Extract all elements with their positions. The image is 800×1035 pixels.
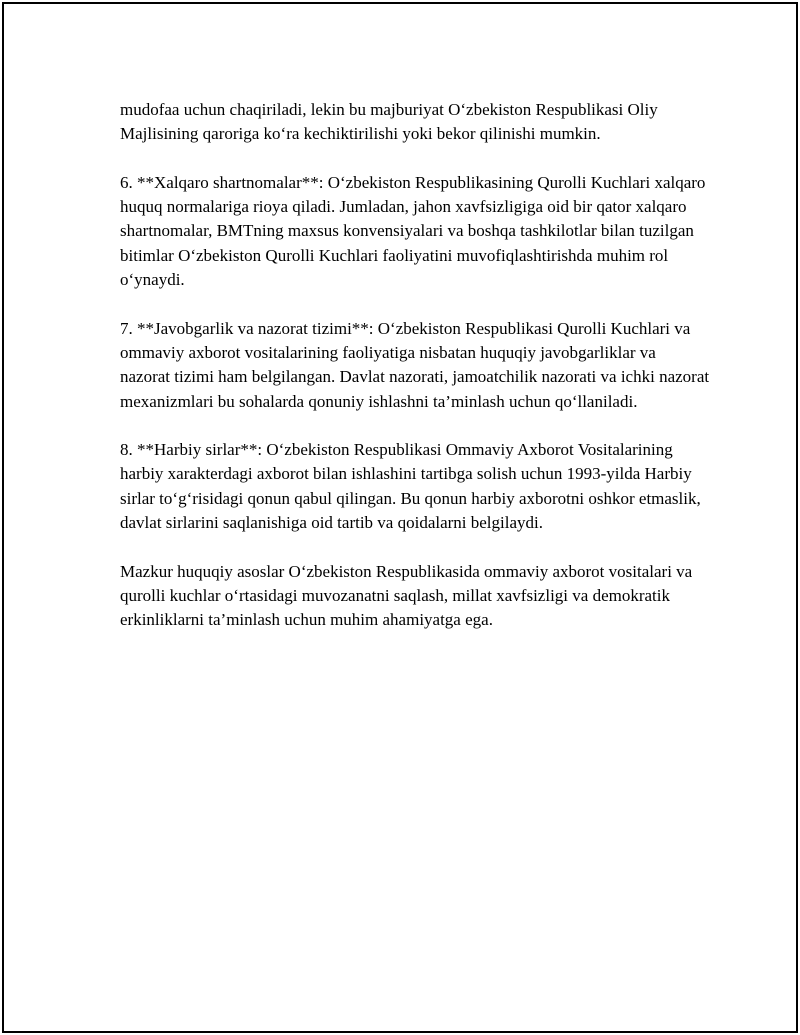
paragraph-conclusion: Mazkur huquqiy asoslar O‘zbekiston Respublikasida ommaviy axborot vositalari va qurolli kuchlar o‘rtasidagi muvozanatni saqlash, millat xavfsizligi va demokratik erkinliklarni ta’minlash uchun muhim ahamiyatga ega. (120, 561, 693, 630)
document-page (2, 2, 798, 1033)
paragraph-continuation: mudofaa uchun chaqiriladi, lekin bu majburiyat O‘zbekiston Respublikasi Oliy Majlisining qaroriga ko‘ra kechiktirilishi yoki bekor qilinishi mumkin. (120, 100, 658, 144)
paragraph-military-secrets: 8. **Harbiy sirlar**: O‘zbekiston Respublikasi Ommaviy Axborot Vositalarining harbiy xarakterdagi axborot bilan ishlashini tartibga solish uchun 1993-yilda Harbiy sirlar to‘g‘risidagi qonun qabul qilingan. Bu qonun harbiy axborotni oshkor etmaslik, davlat sirlarini saqlanishiga oid tartib va qoidalarni belgilaydi. (120, 440, 701, 533)
paragraph-international-treaties: 6. **Xalqaro shartnomalar**: O‘zbekiston Respublikasining Qurolli Kuchlari xalqaro huquq normalariga rioya qiladi. Jumladan, jahon xavfsizligiga oid bir qator xalqaro shartnomalar, BMTning maxsus konvensiyalari va boshqa tashkilotlar bilan tuzilgan bitimlar O‘zbekiston Qurolli Kuchlari faoliyatini muvofiqlashtirishda muhim rol o‘ynaydi. (120, 172, 706, 290)
document-body (120, 98, 710, 657)
paragraph-accountability-oversight: 7. **Javobgarlik va nazorat tizimi**: O‘zbekiston Respublikasi Qurolli Kuchlari va ommaviy axborot vositalarining faoliyatiga nisbatan huquqiy javobgarliklar va nazorat tizimi ham belgilangan. Davlat nazorati, jamoatchilik nazorati va ichki nazorat mexanizmlari bu sohalarda qonuniy ishlashni ta’minlash uchun qo‘llaniladi. (120, 318, 710, 411)
